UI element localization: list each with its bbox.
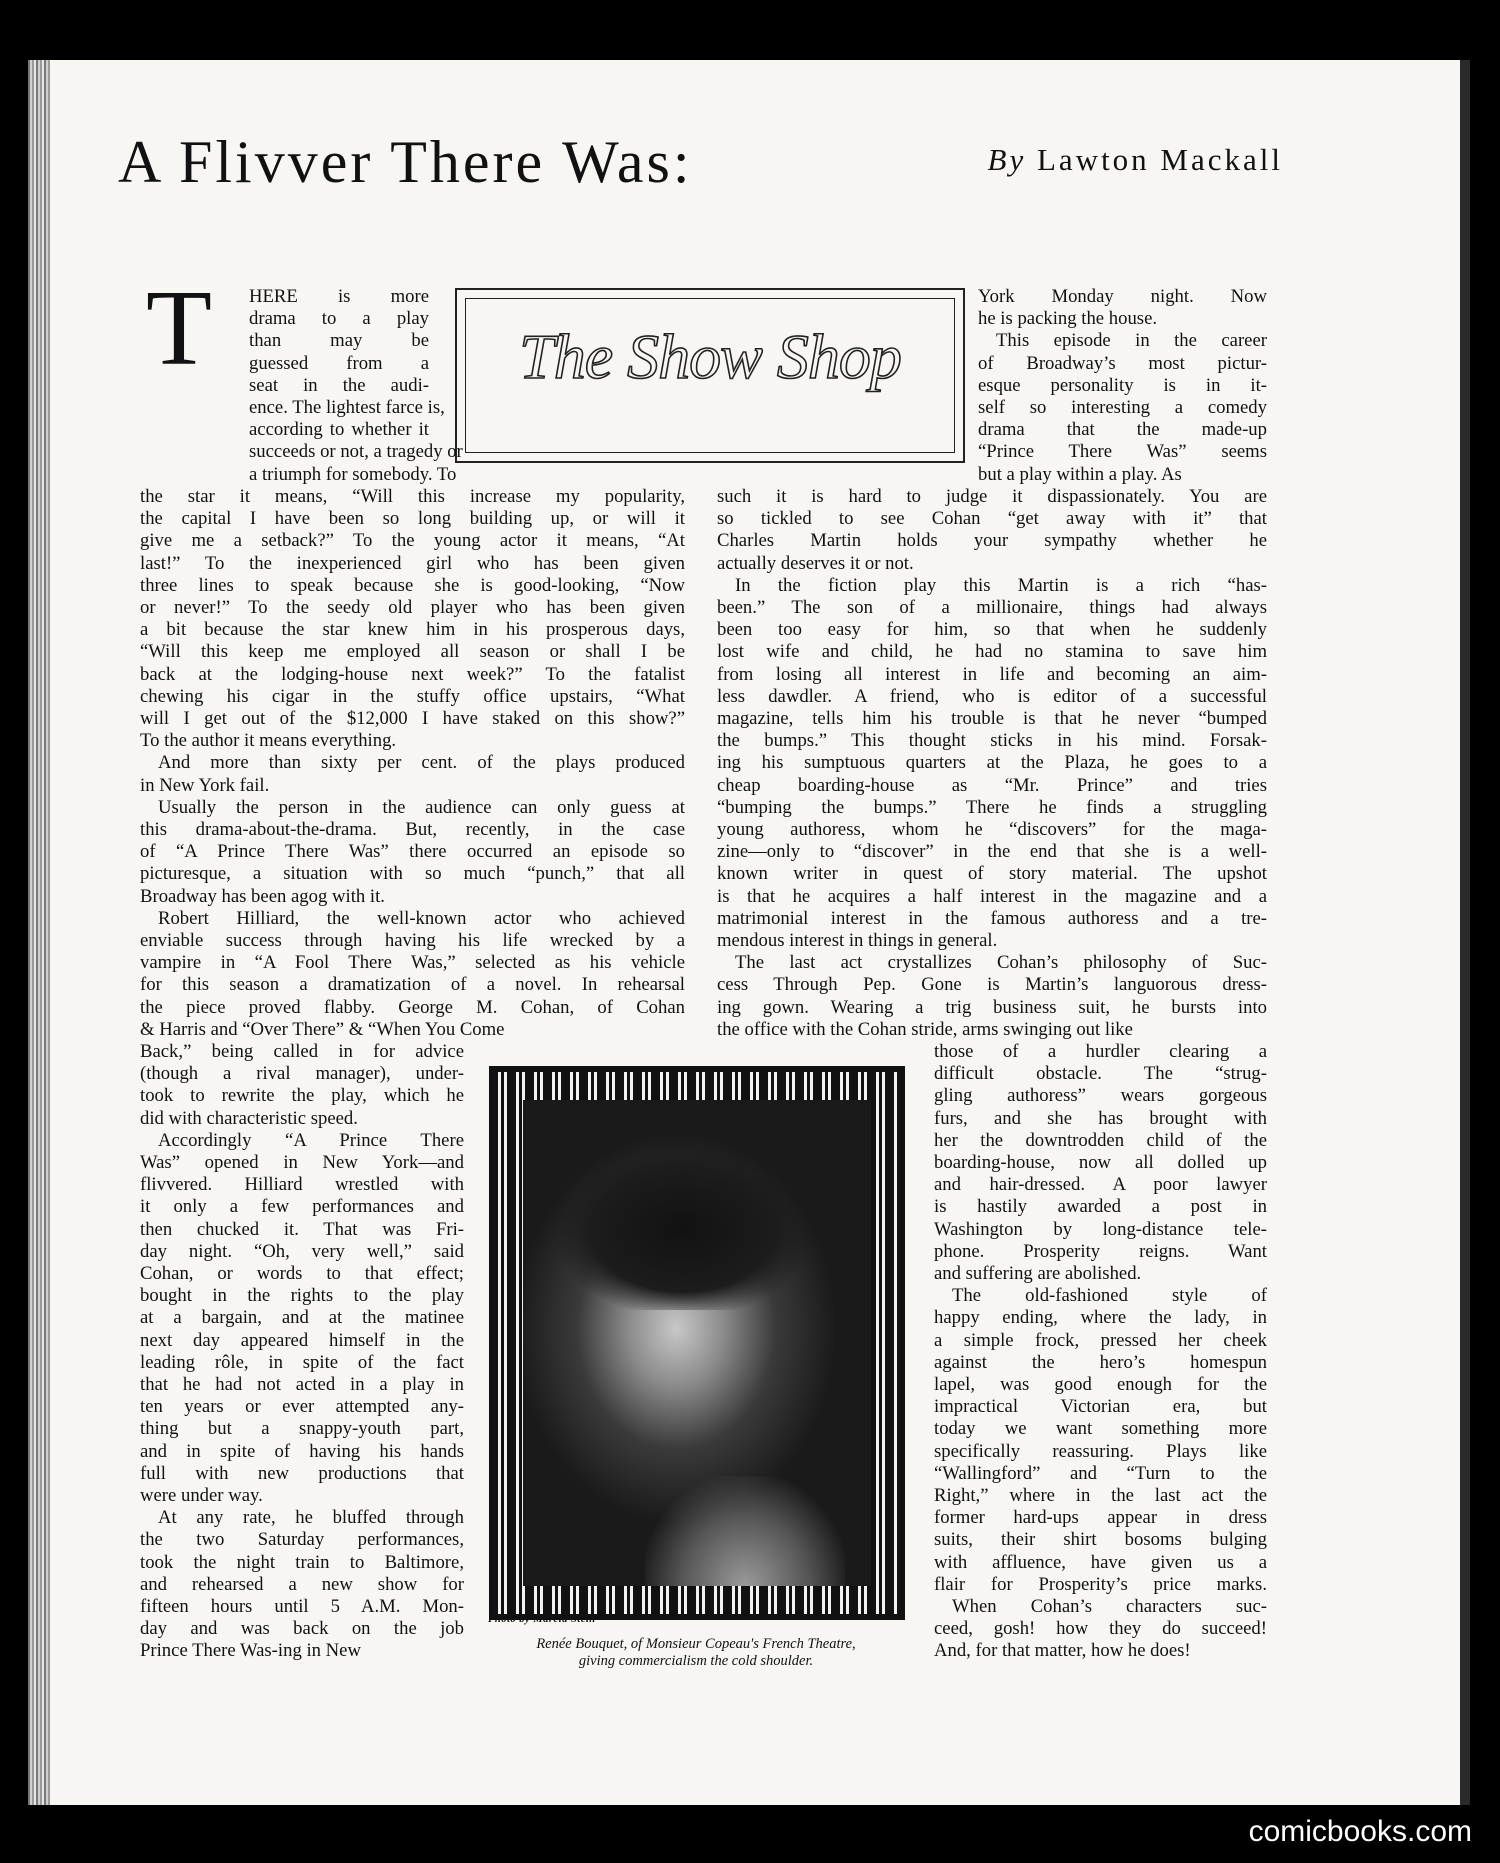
text-line: in New York fail. [140, 774, 270, 796]
text-line: and suffering are abolished. [934, 1263, 1142, 1285]
photo-credit: Photo by Marcia Stein [488, 1614, 596, 1625]
text-line: drama to a play [249, 308, 429, 330]
text-line: today we want something more [934, 1418, 1267, 1440]
byline-prefix: By [987, 142, 1027, 177]
text-line: matrimonial interest in the famous authoress and a tre- [717, 907, 1267, 929]
text-line: At any rate, he bluffed through [158, 1507, 464, 1529]
text-line: When Cohan’s characters suc- [952, 1596, 1267, 1618]
text-line: zine—only to “discover” in the end that she is a well- [717, 841, 1267, 863]
text-line: the bumps.” This thought sticks in his mind. Forsak- [717, 730, 1267, 752]
text-line: Accordingly “A Prince There [158, 1129, 464, 1151]
text-line: that he had not acted in a play in [140, 1374, 464, 1396]
text-line: impractical Victorian era, but [934, 1396, 1267, 1418]
text-line: happy ending, where the lady, in [934, 1307, 1267, 1329]
text-line: then chucked it. That was Fri- [140, 1218, 464, 1240]
text-line: (though a rival manager), under- [140, 1063, 464, 1085]
text-line: this drama-about-the-drama. But, recently, in the case [140, 819, 685, 841]
text-line: ten years or ever attempted any- [140, 1396, 464, 1418]
text-line: flair for Prosperity’s price marks. [934, 1573, 1267, 1595]
text-line: young authoress, whom he “discovers” for the maga- [717, 819, 1267, 841]
text-line: chewing his cigar in the stuffy office upstairs, “What [140, 685, 685, 707]
text-line: cess Through Pep. Gone is Martin’s languorous dress- [717, 974, 1267, 996]
text-line: seat in the audi- [249, 374, 429, 396]
text-line: less dawdler. A friend, who is editor of a successful [717, 685, 1267, 707]
right-column-text [717, 486, 1267, 1041]
text-line: vampire in “A Fool There Was,” selected as his vehicle [140, 952, 685, 974]
article-title-row [118, 128, 1283, 197]
text-line: York Monday night. Now [978, 286, 1267, 307]
text-line: been.” The son of a millionaire, things had always [717, 597, 1267, 619]
text-line: Washington by long-distance tele- [934, 1218, 1267, 1240]
text-line: In the fiction play this Martin is a rich “has- [735, 574, 1267, 596]
author-name: Lawton Mackall [1036, 142, 1283, 177]
text-line: of Broadway’s most pictur- [978, 352, 1267, 374]
text-line: full with new productions that [140, 1462, 464, 1484]
text-line: Broadway has been agog with it. [140, 885, 385, 907]
text-line: at a bargain, and at the matinee [140, 1307, 464, 1329]
article-title: A Flivver There Was: [118, 129, 693, 195]
text-line: Robert Hilliard, the well-known actor who achieved [158, 907, 685, 929]
text-line: a bit because the star knew him in his prosperous days, [140, 619, 685, 641]
caption-line: Renée Bouquet, of Monsieur Copeau's French Theatre, [536, 1636, 856, 1652]
text-line: of “A Prince There Was” there occurred an episode so [140, 841, 685, 863]
text-line: back at the lodging-house next week?” To the fatalist [140, 663, 685, 685]
text-line: self so interesting a comedy [978, 397, 1267, 419]
text-line: were under way. [140, 1485, 263, 1507]
text-line: lost wife and child, he had no stamina to save him [717, 641, 1267, 663]
text-line: ing gown. Wearing a trig business suit, he bursts into [717, 996, 1267, 1018]
text-line: against the hero’s homespun [934, 1351, 1267, 1373]
text-line: Was” opened in New York—and [140, 1152, 464, 1174]
drop-cap: T [146, 269, 212, 388]
text-line: actually deserves it or not. [717, 552, 914, 574]
text-line: day and was back on the job [140, 1618, 464, 1640]
text-line: her the downtrodden child of the [934, 1129, 1267, 1151]
left-column-text [140, 486, 685, 1041]
text-line: suits, their shirt bosoms bulging [934, 1529, 1267, 1551]
text-line: is hastily awarded a post in [934, 1196, 1267, 1218]
text-line: the two Saturday performances, [140, 1529, 464, 1551]
text-line: three lines to speak because she is good-looking, “Now [140, 574, 685, 596]
text-line: magazine, tells him his trouble is that he never “bumped [717, 708, 1267, 730]
text-line: according to whether it [249, 419, 429, 441]
text-line: bought in the rights to the play [140, 1285, 464, 1307]
right-column-narrow-text [934, 1041, 1267, 1663]
text-line: the office with the Cohan stride, arms swinging out like [717, 1018, 1133, 1040]
text-line: took the night train to Baltimore, [140, 1551, 464, 1573]
text-line: than may be [249, 330, 429, 352]
text-line: a simple frock, pressed her cheek [934, 1329, 1267, 1351]
text-line: boarding-house, now all dolled up [934, 1152, 1267, 1174]
text-line: or never!” To the seedy old player who has been given [140, 597, 685, 619]
text-line: flivvered. Hilliard wrestled with [140, 1174, 464, 1196]
text-line: & Harris and “Over There” & “When You Come [140, 1018, 505, 1040]
text-line: he is packing the house. [978, 308, 1158, 330]
text-line: the capital I have been so long building up, or will it [140, 508, 685, 530]
text-line: next day appeared himself in the [140, 1329, 464, 1351]
photo-caption [470, 1636, 922, 1670]
text-line: the piece proved flabby. George M. Cohan, of Cohan [140, 996, 685, 1018]
portrait-photo [489, 1066, 905, 1620]
text-line: been too easy for him, so that when he suddenly [717, 619, 1267, 641]
text-line: former hard-ups appear in dress [934, 1507, 1267, 1529]
text-line: picturesque, a situation with so much “punch,” that all [140, 863, 685, 885]
text-line: difficult obstacle. The “strug- [934, 1063, 1267, 1085]
text-line: with affluence, have given us a [934, 1551, 1267, 1573]
text-line: the star it means, “Will this increase my popularity, [140, 486, 685, 507]
text-line: ceed, gosh! how they do succeed! [934, 1618, 1267, 1640]
text-line: Right,” where in the last act the [934, 1485, 1267, 1507]
text-line: give me a setback?” To the young actor it means, “At [140, 530, 685, 552]
text-line: HERE is more [249, 286, 429, 307]
text-line: drama that the made-up [978, 419, 1267, 441]
text-line: furs, and she has brought with [934, 1107, 1267, 1129]
text-line: And, for that matter, how he does! [934, 1640, 1191, 1662]
text-line: did with characteristic speed. [140, 1107, 358, 1129]
text-line: Prince There Was-ing in New [140, 1640, 361, 1662]
text-line: day night. “Oh, very well,” said [140, 1240, 464, 1262]
portrait-shoulder [645, 1476, 845, 1586]
text-line: Back,” being called in for advice [140, 1041, 464, 1062]
right-column-top-text [978, 286, 1267, 486]
text-line: “bumping the bumps.” There he finds a struggling [717, 796, 1267, 818]
text-line: specifically reassuring. Plays like [934, 1440, 1267, 1462]
text-line: a triumph for somebody. To [249, 463, 457, 485]
text-line: The old-fashioned style of [952, 1285, 1267, 1307]
text-line: The last act crystallizes Cohan’s philosophy of Suc- [735, 952, 1267, 974]
text-line: cheap boarding-house as “Mr. Prince” and tries [717, 774, 1267, 796]
binding-spine [28, 60, 50, 1805]
caption-line: giving commercialism the cold shoulder. [578, 1653, 814, 1669]
byline [988, 142, 1283, 178]
section-logo-box [455, 288, 965, 463]
text-line: ence. The lightest farce is, [249, 397, 445, 419]
text-line: esque personality is in it- [978, 374, 1267, 396]
text-line: succeeds or not, a tragedy or [249, 441, 463, 463]
text-line: leading rôle, in spite of the fact [140, 1351, 464, 1373]
text-line: but a play within a play. As [978, 463, 1182, 485]
text-line: it only a few performances and [140, 1196, 464, 1218]
text-line: enviable success through having his life wrecked by a [140, 930, 685, 952]
text-line: for this season a dramatization of a novel. In rehearsal [140, 974, 685, 996]
text-line: from losing all interest in life and becoming an aim- [717, 663, 1267, 685]
left-column-narrow-text [140, 1041, 464, 1663]
text-line: known writer in quest of story material. The upshot [717, 863, 1267, 885]
text-line: “Will this keep me employed all season or shall I be [140, 641, 685, 663]
text-line: “Prince There Was” seems [978, 441, 1267, 463]
text-line: lapel, was good enough for the [934, 1374, 1267, 1396]
text-line: and in spite of having his hands [140, 1440, 464, 1462]
text-line: took to rewrite the play, which he [140, 1085, 464, 1107]
text-line: such it is hard to judge it dispassionately. You are [717, 486, 1267, 507]
text-line: will I get out of the $12,000 I have staked on this show?” [140, 708, 685, 730]
text-line: This episode in the career [996, 330, 1267, 352]
text-line: Usually the person in the audience can only guess at [158, 796, 685, 818]
text-line: gling authoress” wears gorgeous [934, 1085, 1267, 1107]
text-line: those of a hurdler clearing a [934, 1041, 1267, 1062]
text-line: “Wallingford” and “Turn to the [934, 1462, 1267, 1484]
text-line: ing his sumptuous quarters at the Plaza, he goes to a [717, 752, 1267, 774]
text-line: Charles Martin holds your sympathy whether he [717, 530, 1267, 552]
intro-paragraph [249, 286, 463, 486]
section-logo: The Show Shop [519, 321, 901, 392]
portrait-hair-shadow [523, 1100, 871, 1310]
text-line: and hair-dressed. A poor lawyer [934, 1174, 1267, 1196]
text-line: thing but a snappy-youth part, [140, 1418, 464, 1440]
text-line: To the author it means everything. [140, 730, 397, 752]
text-line: so tickled to see Cohan “get away with it” that [717, 508, 1267, 530]
text-line: is that he acquires a half interest in the magazine and a [717, 885, 1267, 907]
text-line: Cohan, or words to that effect; [140, 1263, 464, 1285]
text-line: phone. Prosperity reigns. Want [934, 1240, 1267, 1262]
page-edge [1460, 60, 1470, 1805]
text-line: last!” To the inexperienced girl who has been given [140, 552, 685, 574]
watermark: comicbooks.com [1248, 1815, 1472, 1848]
text-line: mendous interest in things in general. [717, 930, 998, 952]
text-line: fifteen hours until 5 A.M. Mon- [140, 1596, 464, 1618]
text-line: and rehearsed a new show for [140, 1573, 464, 1595]
text-line: And more than sixty per cent. of the plays produced [158, 752, 685, 774]
text-line: guessed from a [249, 352, 429, 374]
